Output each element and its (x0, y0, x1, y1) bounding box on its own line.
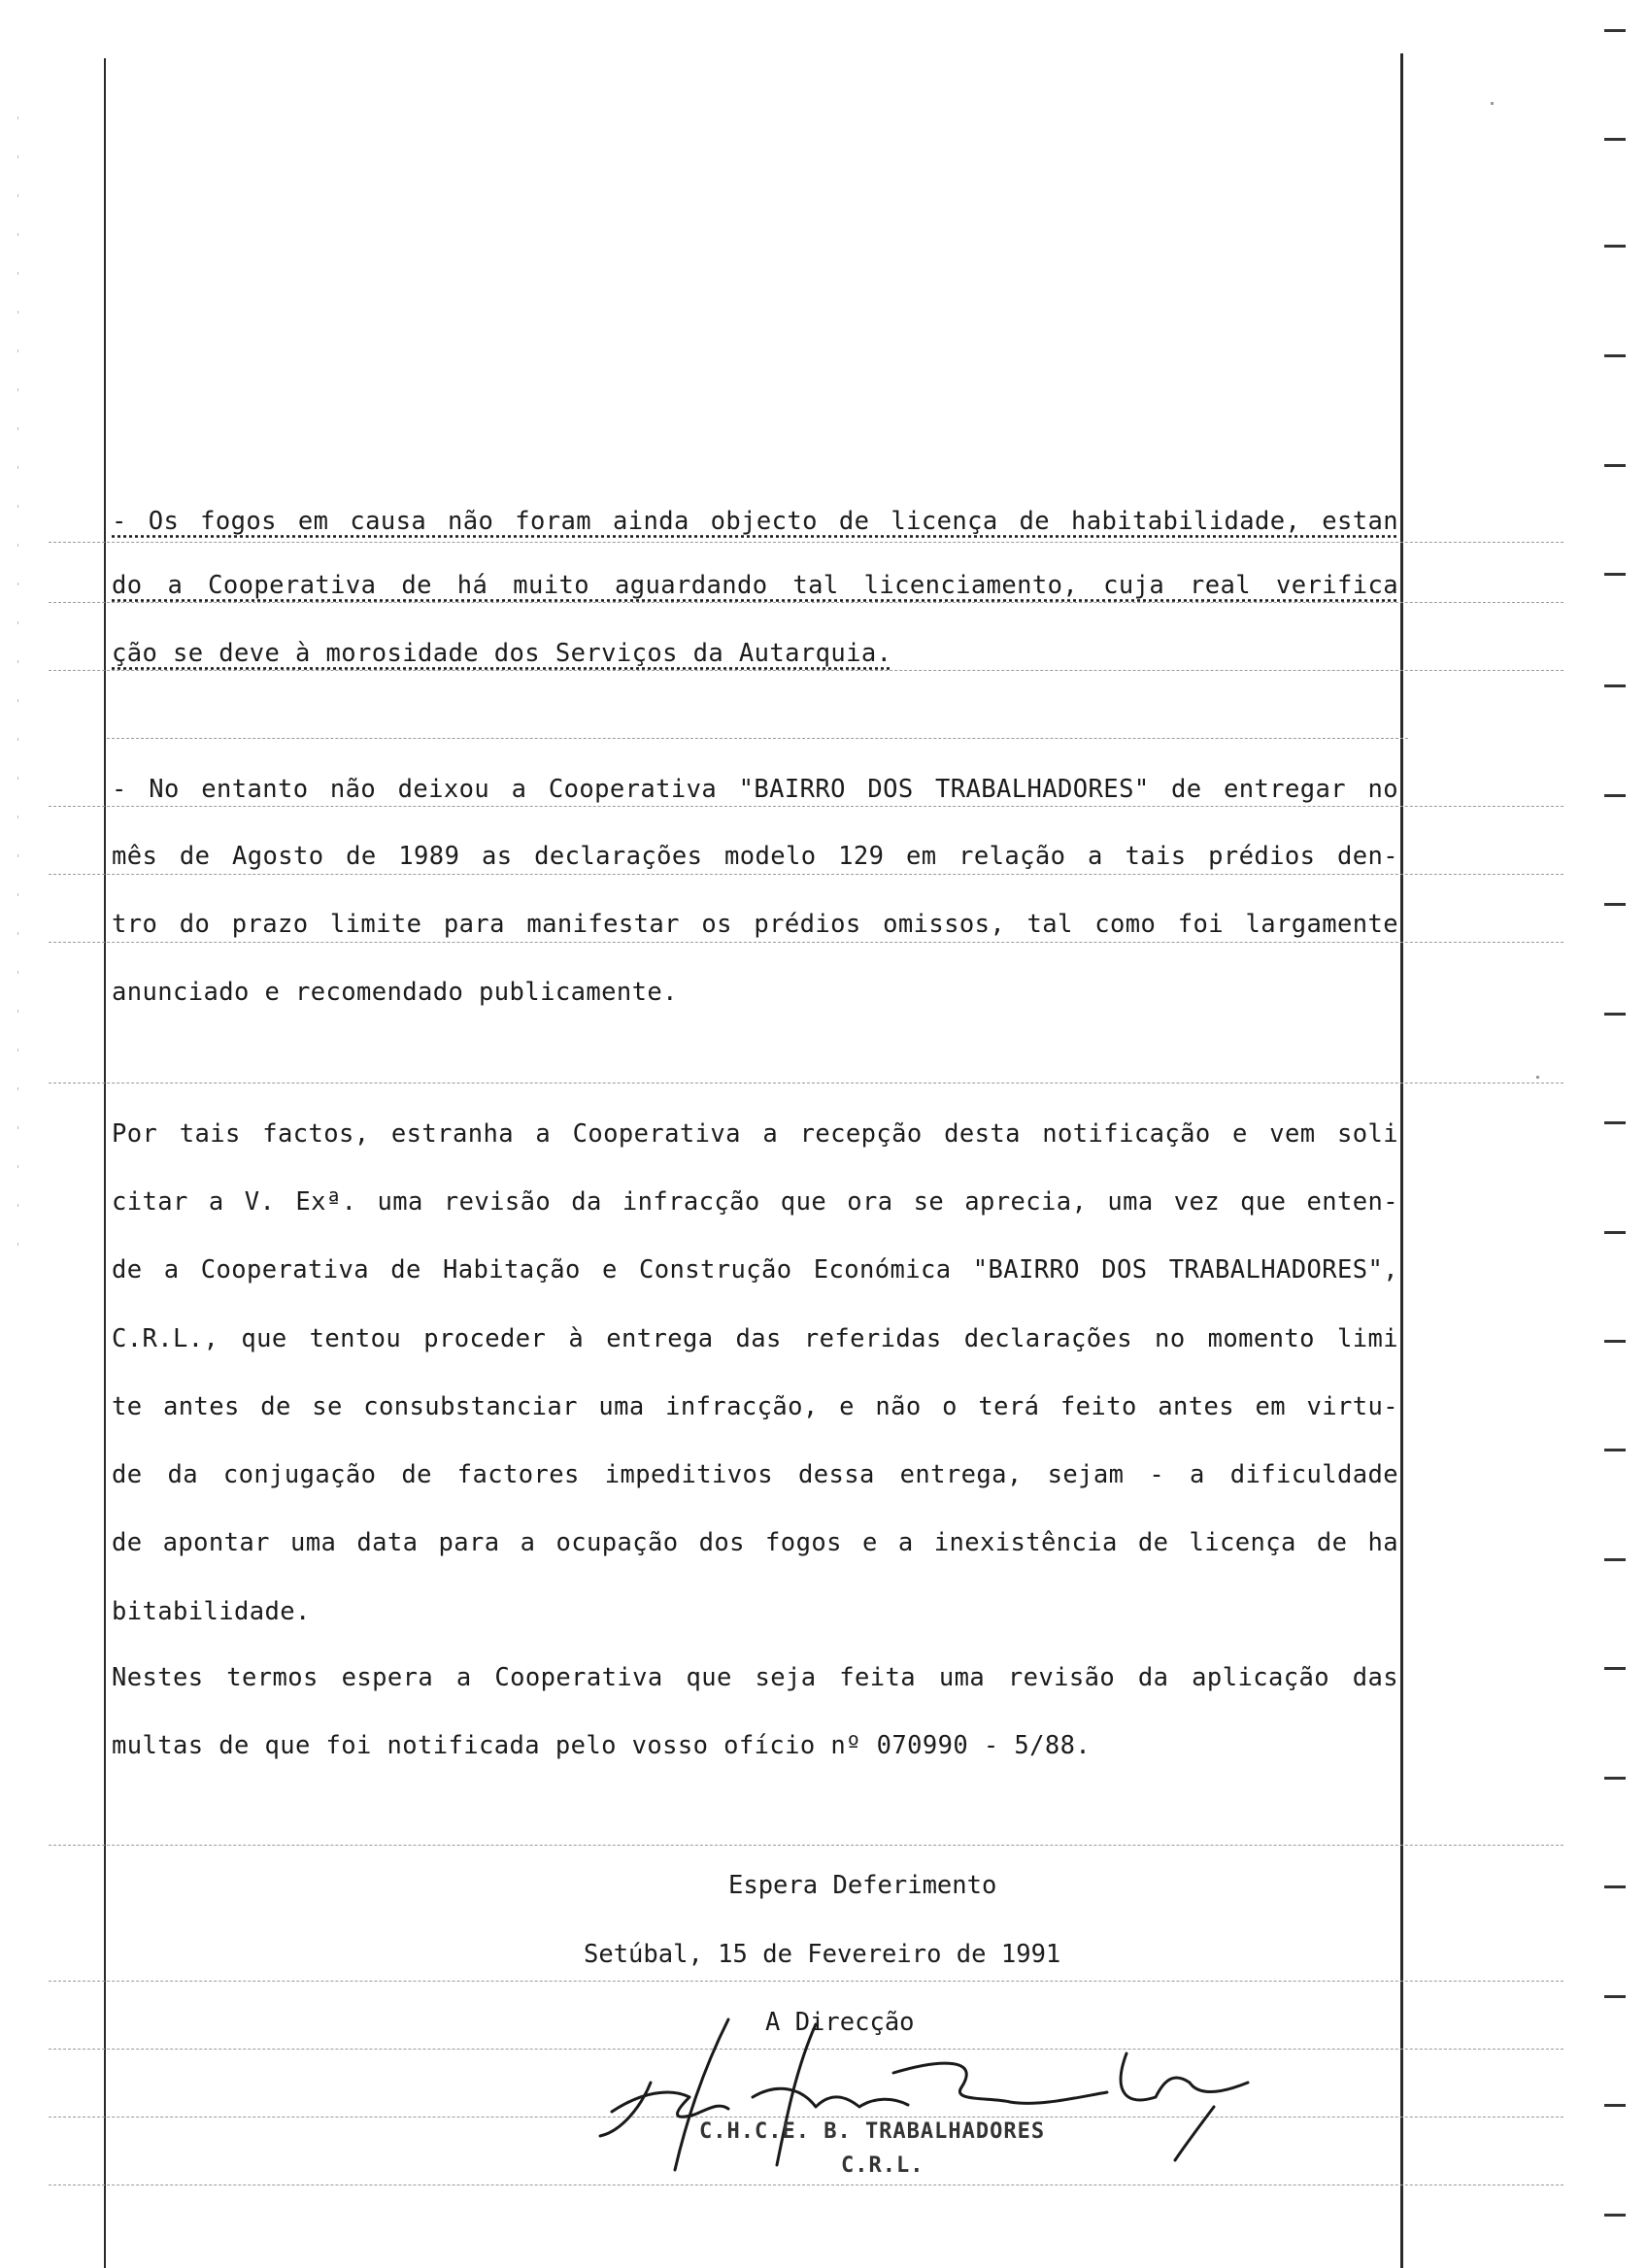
stamp-line: C.R.L. (841, 2153, 924, 2178)
ruled-line (49, 806, 1563, 808)
ruled-line (49, 874, 1563, 876)
text-line: citar a V. Exª. uma revisão da infracção que ora se aprecia, uma vez que enten- (112, 1187, 1398, 1217)
ruled-line (49, 670, 1563, 672)
speck (1536, 1076, 1539, 1079)
speck (1491, 102, 1494, 105)
text-line: Por tais factos, estranha a Cooperativa a recepção desta notificação e vem soli (112, 1119, 1398, 1149)
edge-tick (1604, 1995, 1626, 1998)
edge-tick (1604, 903, 1626, 906)
text-line: de a Cooperativa de Habitação e Construção Económica "BAIRRO DOS TRABALHADORES", (112, 1255, 1398, 1284)
ruled-line (49, 1845, 1563, 1847)
edge-tick (1604, 2104, 1626, 2107)
edge-tick (1604, 1231, 1626, 1234)
place-date: Setúbal, 15 de Fevereiro de 1991 (584, 1940, 1061, 1969)
edge-tick (1604, 1885, 1626, 1888)
text-line: tro do prazo limite para manifestar os prédios omissos, tal como foi largamente (112, 910, 1398, 939)
text-line: anunciado e recomendado publicamente. (112, 978, 678, 1007)
right-margin-rule (1400, 53, 1403, 2268)
text-line: - Os fogos em causa não foram ainda objecto de licença de habitabilidade, estan (112, 507, 1398, 536)
stamp-line: C.H.C.E. B. TRABALHADORES (699, 2119, 1046, 2144)
text-line: - No entanto não deixou a Cooperativa "BAIRRO DOS TRABALHADORES" de entregar no (112, 775, 1398, 804)
edge-tick (1604, 684, 1626, 687)
text-line: de apontar uma data para a ocupação dos fogos e a inexistência de licença de ha (112, 1528, 1398, 1557)
text-line: ção se deve à morosidade dos Serviços da Autarquia. (112, 639, 892, 668)
edge-tick (1604, 245, 1626, 248)
signatory: A Direcção (765, 2008, 915, 2037)
left-margin-rule (104, 58, 106, 2268)
handwritten-signature (583, 2000, 1282, 2175)
text-line: bitabilidade. (112, 1597, 311, 1626)
text-line: mês de Agosto de 1989 as declarações modelo 129 em relação a tais prédios den- (112, 842, 1398, 871)
ruled-line (49, 542, 1563, 544)
text-line: do a Cooperativa de há muito aguardando tal licenciamento, cuja real verifica (112, 571, 1398, 600)
edge-tick (1604, 1777, 1626, 1780)
edge-tick (1604, 354, 1626, 357)
ruled-line (49, 2185, 1563, 2186)
edge-tick (1604, 1121, 1626, 1124)
edge-tick (1604, 2214, 1626, 2217)
ruled-line (49, 1083, 1563, 1084)
edge-tick (1604, 1340, 1626, 1343)
ruled-line (107, 738, 1408, 740)
edge-tick (1604, 29, 1626, 32)
edge-tick (1604, 138, 1626, 141)
edge-tick (1604, 1449, 1626, 1451)
text-line: multas de que foi notificada pelo vosso ofício nº 070990 - 5/88. (112, 1731, 1092, 1760)
ruled-line (49, 602, 1563, 604)
edge-tick (1604, 573, 1626, 576)
closing-request: Espera Deferimento (728, 1871, 997, 1900)
ruled-line (49, 1981, 1563, 1983)
edge-tick (1604, 1558, 1626, 1561)
edge-tick (1604, 464, 1626, 467)
text-line: de da conjugação de factores impeditivos dessa entrega, sejam - a dificuldade (112, 1460, 1398, 1489)
text-line: te antes de se consubstanciar uma infracção, e não o terá feito antes em virtu- (112, 1392, 1398, 1421)
edge-tick (1604, 1667, 1626, 1670)
edge-tick (1604, 1013, 1626, 1016)
ruled-line (49, 942, 1563, 944)
text-line: C.R.L., que tentou proceder à entrega das referidas declarações no momento limi (112, 1324, 1398, 1353)
text-line: Nestes termos espera a Cooperativa que seja feita uma revisão da aplicação das (112, 1663, 1398, 1692)
left-edge-dots (17, 117, 18, 1282)
edge-tick (1604, 794, 1626, 797)
